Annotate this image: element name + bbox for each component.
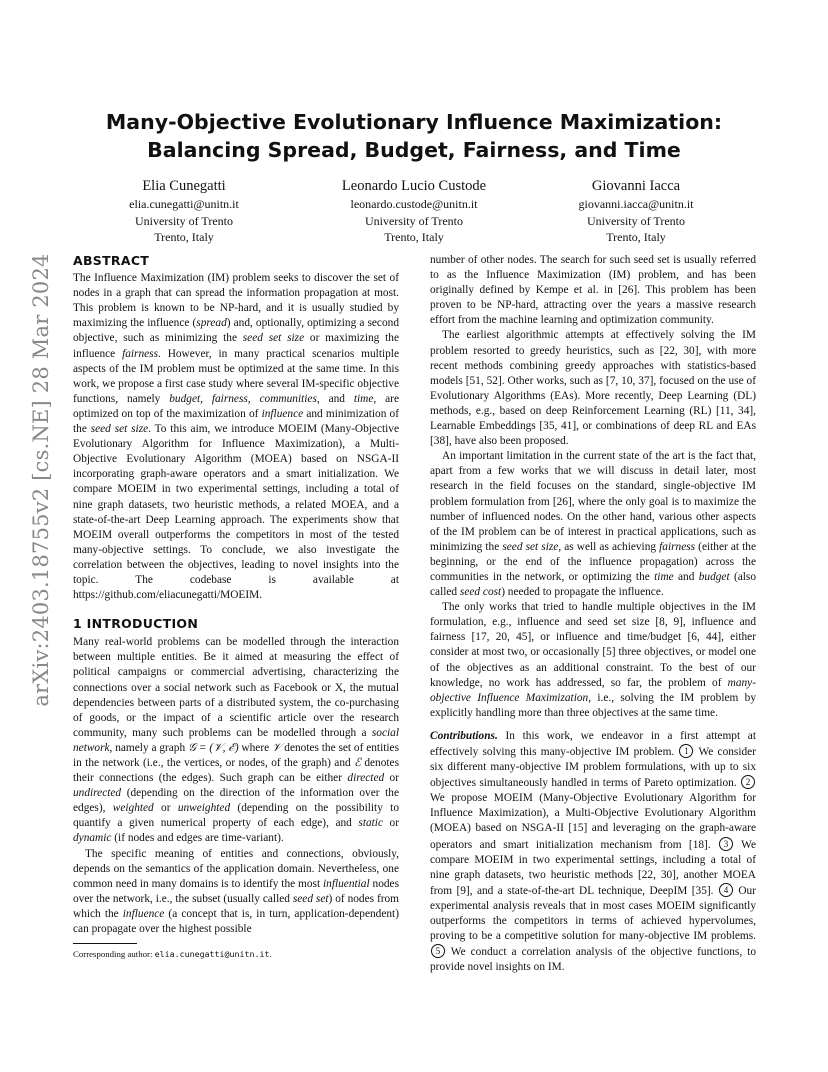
intro-paragraph-2: The specific meaning of entities and connections, obviously, depends on the semantics of the application domain. Nevertheless, one common need in many domains is to identify the most influential nodes over the network, i.e., the subset (usually called seed set) of nodes from which the influence (a concept that is, in turn, application-dependent) can propagate over the highest possible: [73, 847, 399, 936]
abstract-heading: ABSTRACT: [73, 253, 150, 268]
author-email[interactable]: giovanni.iacca@unitn.it: [578, 197, 694, 211]
contributions-paragraph: Contributions. In this work, we endeavor in a first attempt at effectively solving this many-objective IM problem. 1 We consider six different many-objective IM problem formulations, with up to six objectives simultaneously handled in terms of Pareto optimization. 2 We propose MOEIM (Many-Objective Evolutionary Algorithm for Influence Maximization), a Multi-Objective Evolutionary Algorithm (MOEA) based on NSGA-II [15] and leveraging on the graph-aware operators and smart initialization mechanism from [18]. 3 We compare MOEIM in two experimental settings, including a total of nine graph datasets, two heuristic methods [22, 30], another MOEA from [9], and a state-of-the-art DL technique, DeepIM [35]. 4 Our experimental analysis reveals that in most cases MOEIM significantly outperforms the competitors in terms of achieved hypervolumes, proving to be a competitive solution for many-objective IM problems. 5 We conduct a correlation analysis of the objective functions, to provide novel insights on IM.: [430, 729, 757, 974]
author-email[interactable]: leonardo.custode@unitn.it: [350, 197, 478, 211]
footnote-rule: [73, 943, 137, 944]
author-2: [284, 176, 544, 246]
author-name: Leonardo Lucio Custode: [341, 178, 487, 194]
intro-paragraph-6: The only works that tried to handle multiple objectives in the IM formulation, e.g., influence and seed set size [8, 9], influence and fairness [17, 20, 45], or influence and time/budget [6, 44], either consider at most two, or occasionally [5] three objectives, or model one of the objectives as an additional constraint. To the best of our knowledge, no work has addressed, so far, the problem of many-objective Influence Maximization, i.e., solving the IM problem by explicitly handling more than three objectives at the same time.: [430, 601, 757, 719]
author-location: Trento, Italy: [384, 230, 444, 244]
circled-number-4: 4: [719, 883, 733, 897]
intro-paragraph-1: Many real-world problems can be modelled through the interaction between multiple entities. Be it aimed at measuring the effect of political campaigns or commercial advertising, characterizing the connections over a social network such as Facebook or X, the mutual dependencies between parts of a distributed system, the co-purchasing of goods, or the impact of a scientific article over the research community, many such problems can be modelled through a social network, namely a graph 𝒢 = (𝒱, ℰ) where 𝒱 denotes the set of entities in the network (i.e., the vertices, or nodes, of the graph) and ℰ denotes their connections (the edges). Such graph can be either directed or undirected (depending on the direction of the information over the edges), weighted or unweighted (depending on the possibility to quantify a given numerical property of each edge), and static or dynamic (if nodes and edges are time-variant).: [73, 636, 400, 845]
title-line-1: Many-Objective Evolutionary Influence Maximization:: [105, 110, 723, 134]
author-affiliation: University of Trento: [364, 213, 463, 228]
section-heading-introduction: 1 INTRODUCTION: [73, 616, 199, 632]
footnote-email[interactable]: elia.cunegatti@unitn.it: [154, 949, 270, 959]
author-location: Trento, Italy: [154, 230, 214, 244]
author-affiliation: University of Trento: [134, 213, 233, 228]
author-name: Elia Cunegatti: [142, 178, 226, 194]
circled-number-3: 3: [719, 837, 733, 851]
right-column: [430, 253, 756, 975]
paper-title: [0, 108, 828, 164]
author-email[interactable]: elia.cunegatti@unitn.it: [129, 197, 239, 211]
circled-number-1: 1: [679, 744, 693, 758]
author-1: [54, 176, 314, 246]
intro-paragraph-3: number of other nodes. The search for such seed set is usually referred to as the Influence Maximization (IM) problem, and has been originally defined by Kempe et al. in [26]. This problem has been proven to be NP-hard, attracting over the years a massive research effort from the machine learning and optimization community.: [430, 254, 756, 327]
left-column: [73, 253, 399, 937]
author-location: Trento, Italy: [606, 230, 666, 244]
circled-number-2: 2: [741, 775, 755, 789]
contributions-heading: Contributions.: [430, 729, 498, 742]
title-line-2: Balancing Spread, Budget, Fairness, and Time: [147, 138, 681, 162]
footnote: Corresponding author: elia.cunegatti@unitn.it.: [73, 949, 272, 959]
author-3: [506, 176, 766, 246]
intro-paragraph-5: An important limitation in the current state of the art is the fact that, apart from a few works that we will discuss in detail later, most research in the field focuses on the standard, single-objective IM problem formulation from [26], where the only goal is to maximize the number of influenced nodes. On the other hand, various other aspects of the IM problem can be of interest in practical applications, such as minimizing the seed set size, as well as achieving fairness (either at the beginning, or the end of the influence propagation) across the communities in the network, or optimizing the time and budget (also called seed cost) needed to propagate the influence.: [430, 450, 757, 599]
abstract-text: The Influence Maximization (IM) problem seeks to discover the set of nodes in a graph that can spread the information propagation at most. This problem is known to be NP-hard, and it is usually studied by maximizing the influence (spread) and, optionally, optimizing a second objective, such as minimizing the seed set size or maximizing the influence fairness. However, in many practical scenarios multiple aspects of the IM problem must be optimized at the same time. In this work, we propose a first case study where several IM-specific objective functions, namely budget, fairness, communities, and time, are optimized on top of the maximization of influence and minimization of the seed set size. To this aim, we introduce MOEIM (Many-Objective Evolutionary Algorithm for Influence Maximization), a Multi-Objective Evolutionary Algorithm (MOEA) based on NSGA-II incorporating graph-aware operators and a smart initialization. We compare MOEIM in two experimental settings, including a total of nine graph datasets, two heuristic methods, a related MOEA, and a state-of-the-art Deep Learning approach. The experiments show that MOEIM overall outperforms the competitors in most of the tested many-objective settings. To conclude, we also investigate the correlation between the objectives, leading to novel insights into the topic. The codebase is available at https://github.com/eliacunegatti/MOEIM.: [73, 272, 400, 602]
author-name: Giovanni Iacca: [591, 178, 681, 194]
intro-paragraph-4: The earliest algorithmic attempts at effectively solving the IM problem resorted to greedy heuristics, such as [22, 30], with more recent methods combining greedy approaches with statistics-based models [51, 52]. Other works, such as [7, 10, 37], focused on the use of Evolutionary Algorithms (EAs). More recently, Deep Learning (DL) methods, e.g., based on deep Reinforcement Learning (RL) [11, 34], Learnable Embeddings [35, 41], or combinations of deep RL and EAs [38], have also been proposed.: [430, 329, 756, 448]
author-affiliation: University of Trento: [586, 213, 685, 228]
arxiv-identifier: arXiv:2403.18755v2 [cs.NE] 28 Mar 2024: [29, 253, 53, 707]
circled-number-5: 5: [431, 944, 445, 958]
